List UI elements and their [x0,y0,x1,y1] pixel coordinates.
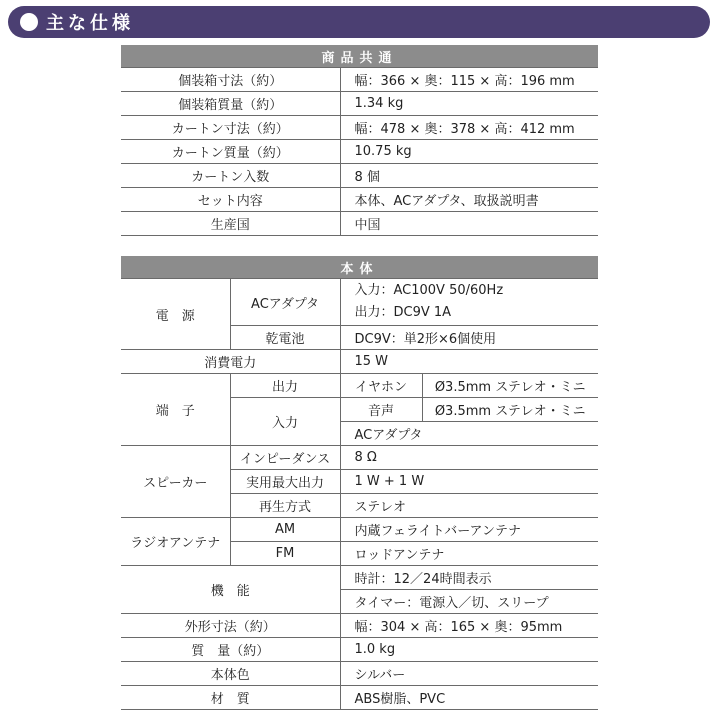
function-value-timer: タイマー：電源入／切、スリープ [340,590,598,614]
am-label: AM [230,518,340,542]
dimensions-value: 幅：304 × 高：165 × 奥：95mm [340,614,598,638]
table-row [121,279,598,326]
terminal-input-kind: 音声 [340,398,422,422]
table-row [121,350,598,374]
table-row [121,446,598,470]
am-value: 内蔵フェライトバーアンテナ [340,518,598,542]
impedance-value: 8 Ω [340,446,598,470]
terminal-output-kind: イヤホン [340,374,422,398]
max-output-label: 実用最大出力 [230,470,340,494]
table-row [121,92,598,116]
terminal-input-ac: ACアダプタ [340,422,598,446]
consumption-label: 消費電力 [121,350,340,374]
function-value-clock: 時計：12／24時間表示 [340,566,598,590]
section-title: 主な仕様 [46,13,134,34]
table-row [121,374,598,398]
weight-label: 質 量（約） [121,638,340,662]
table-row [121,566,598,590]
table-row [121,212,598,236]
fm-label: FM [230,542,340,566]
antenna-label: ラジオアンテナ [121,518,230,566]
body-header: 本体 [121,256,598,279]
material-value: ABS樹脂、PVC [340,686,598,710]
color-label: 本体色 [121,662,340,686]
ac-adapter-value [340,279,598,326]
spec-label: 個装箱質量（約） [121,92,340,116]
power-label: 電 源 [121,279,230,350]
table-row [121,188,598,212]
table-row [121,662,598,686]
spec-value: 本体、ACアダプタ、取扱説明書 [340,188,598,212]
terminal-label: 端 子 [121,374,230,446]
spec-label: 生産国 [121,212,340,236]
material-label: 材 質 [121,686,340,710]
battery-label: 乾電池 [230,326,340,350]
spec-value: 中国 [340,212,598,236]
body-header-row [121,256,598,279]
spec-value: 8 個 [340,164,598,188]
ac-adapter-label: ACアダプタ [230,279,340,326]
impedance-label: インピーダンス [230,446,340,470]
table-row [121,614,598,638]
speaker-label: スピーカー [121,446,230,518]
battery-value: DC9V：単2形×6個使用 [340,326,598,350]
common-spec-table [121,45,598,236]
section-banner [8,6,710,38]
color-value: シルバー [340,662,598,686]
ac-output-value: 出力：DC9V 1A [354,305,452,320]
spec-value: 1.34 kg [340,92,598,116]
terminal-input-spec: Ø3.5mm ステレオ・ミニ [422,398,598,422]
spec-label: カートン寸法（約） [121,116,340,140]
bullet-circle-icon [20,13,38,31]
table-row [121,164,598,188]
table-row [121,116,598,140]
spec-label: 個装箱寸法（約） [121,68,340,92]
spec-value: 10.75 kg [340,140,598,164]
dimensions-label: 外形寸法（約） [121,614,340,638]
table-row [121,638,598,662]
consumption-value: 15 W [340,350,598,374]
table-row [121,68,598,92]
terminal-output-label: 出力 [230,374,340,398]
spec-label: カートン入数 [121,164,340,188]
table-row [121,140,598,164]
terminal-output-spec: Ø3.5mm ステレオ・ミニ [422,374,598,398]
max-output-value: 1 W + 1 W [340,470,598,494]
table-row [121,518,598,542]
spec-label: カートン質量（約） [121,140,340,164]
common-header-row [121,45,598,68]
spec-label: セット内容 [121,188,340,212]
playback-label: 再生方式 [230,494,340,518]
function-label: 機 能 [121,566,340,614]
table-row [121,686,598,710]
common-header: 商品共通 [121,45,598,68]
ac-input-value: 入力：AC100V 50/60Hz [354,283,504,298]
weight-value: 1.0 kg [340,638,598,662]
fm-value: ロッドアンテナ [340,542,598,566]
terminal-input-label: 入力 [230,398,340,446]
spec-value: 幅：366 × 奥：115 × 高：196 mm [340,68,598,92]
playback-value: ステレオ [340,494,598,518]
spec-value: 幅：478 × 奥：378 × 高：412 mm [340,116,598,140]
body-spec-table [121,256,598,710]
